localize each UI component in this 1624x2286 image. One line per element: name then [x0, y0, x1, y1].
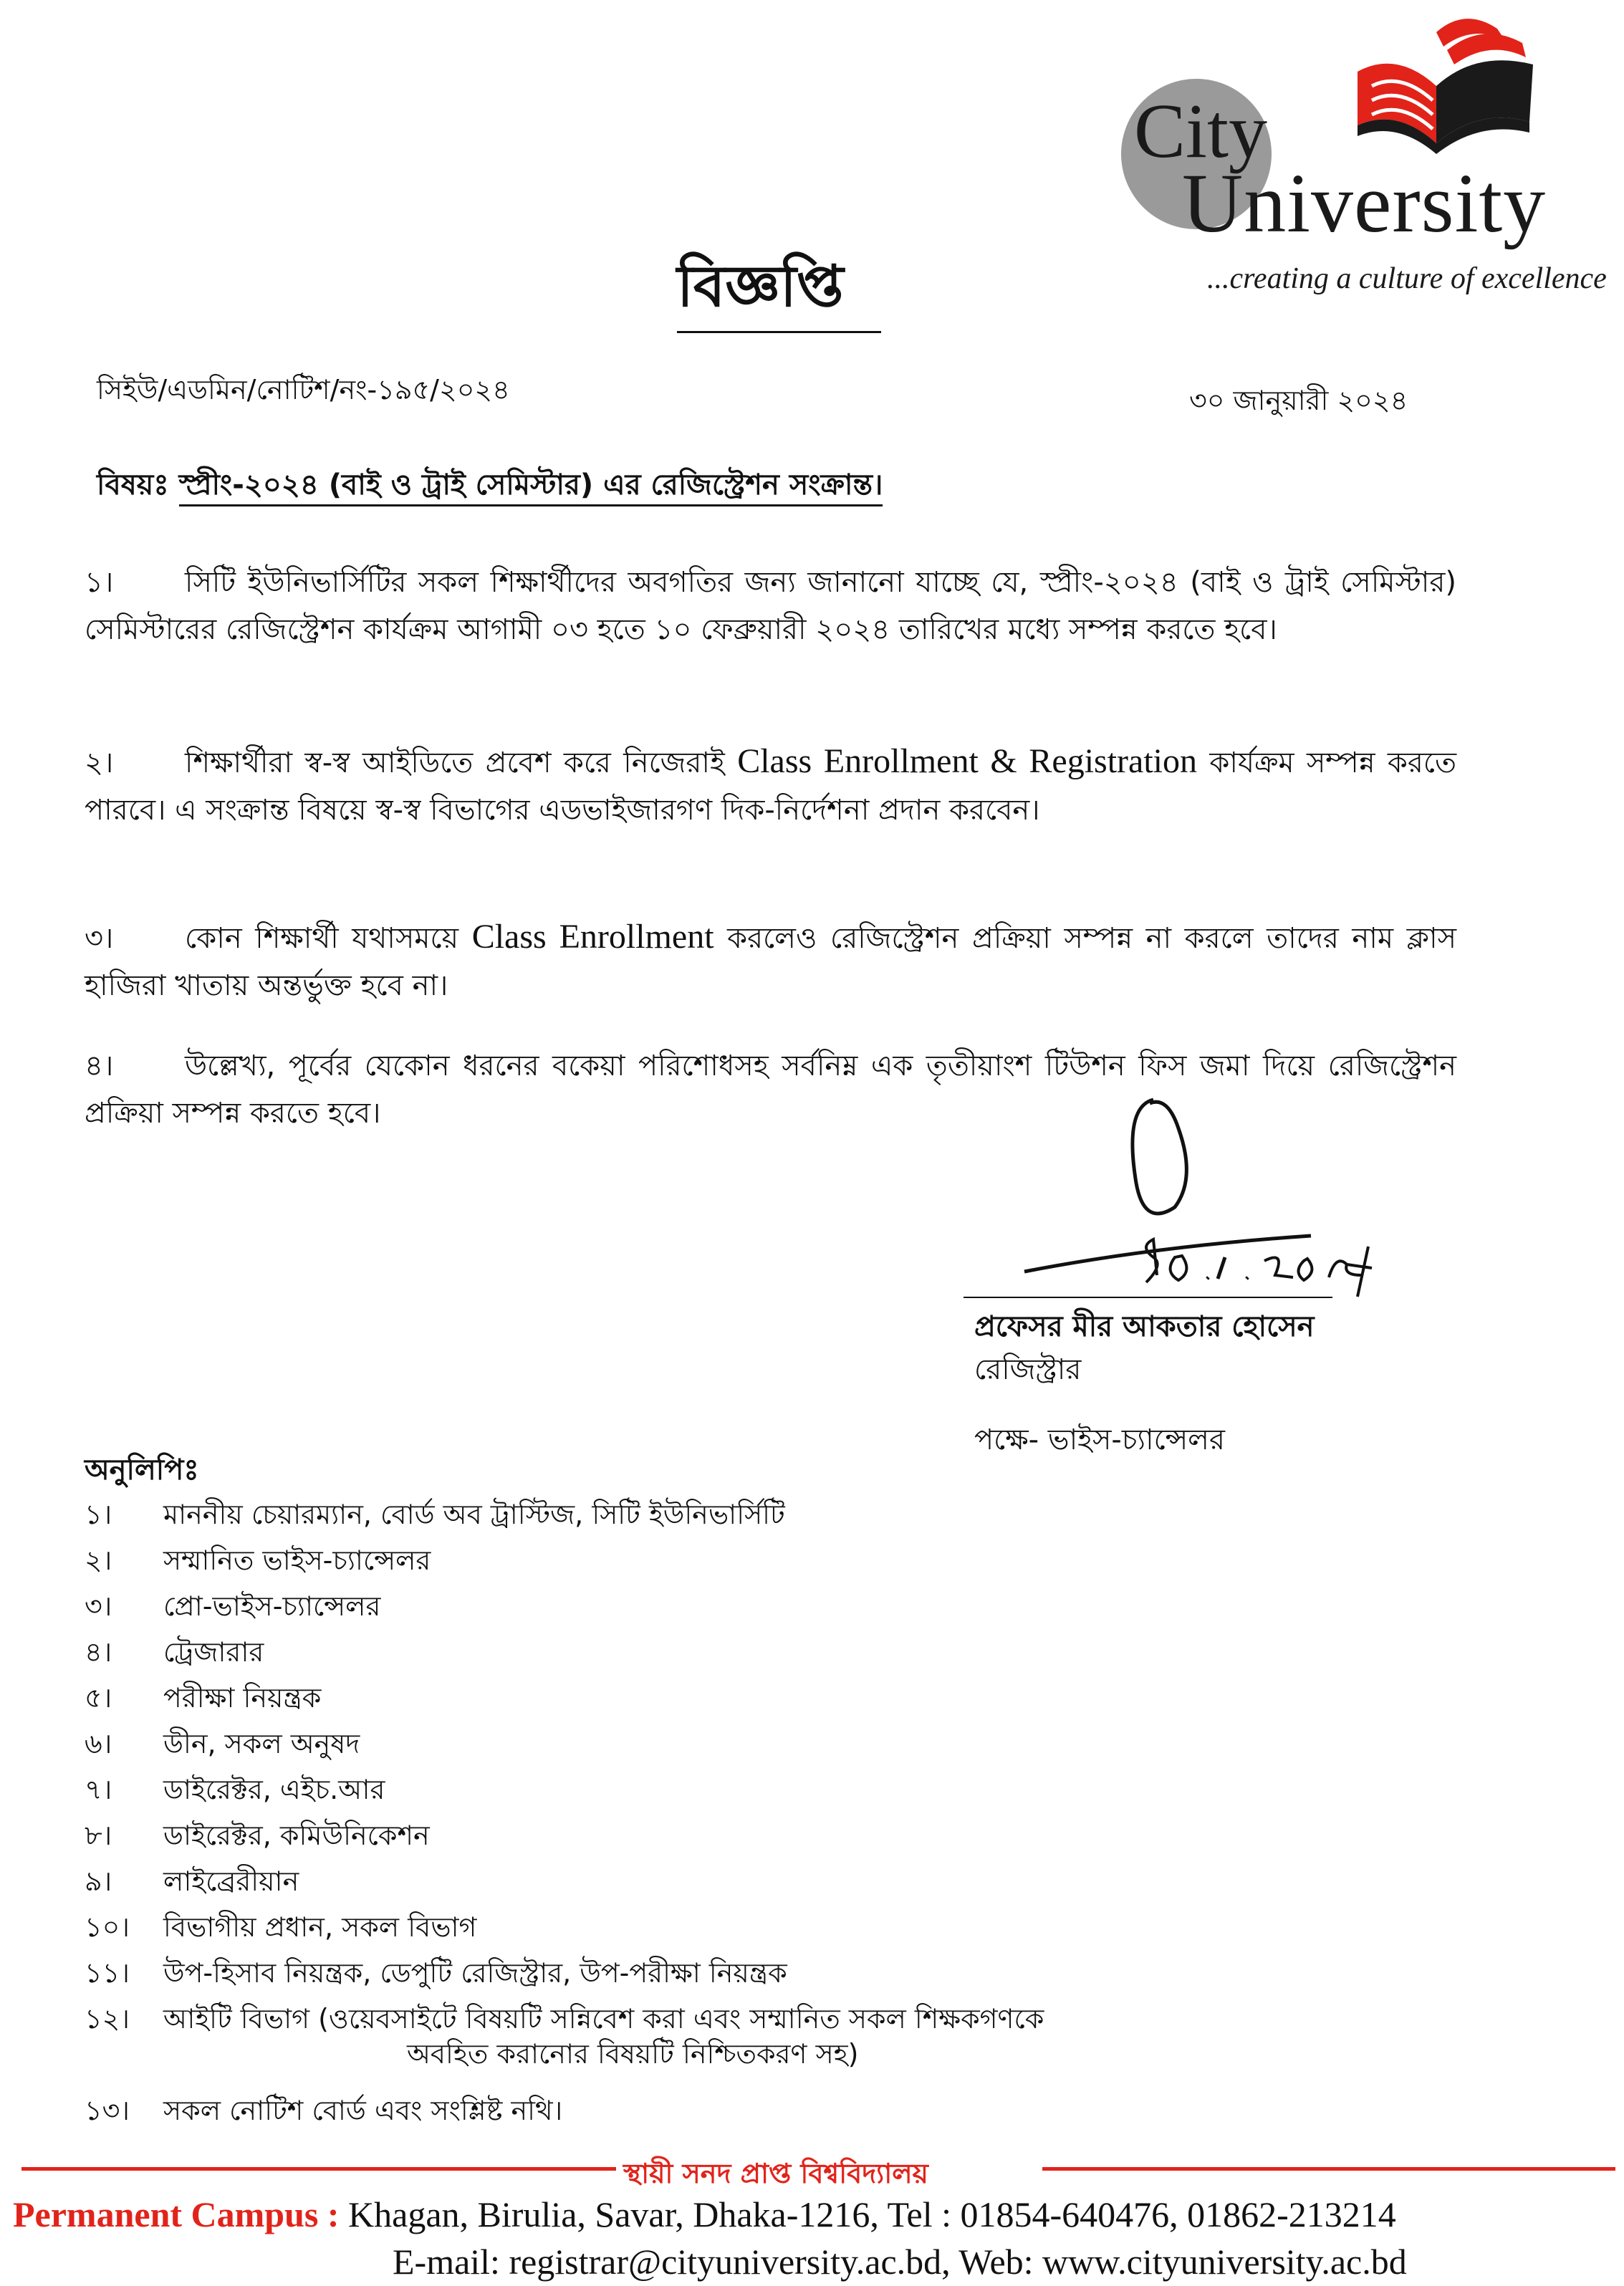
paragraph-text: শিক্ষার্থীরা স্ব-স্ব আইডিতে প্রবেশ করে নিজেরাই: [185, 746, 725, 779]
list-item-number: ১।: [85, 1499, 112, 1530]
campus-address: Khagan, Birulia, Savar, Dhaka-1216, Tel : 01854-640476, 01862-213214: [348, 2194, 1396, 2234]
list-item-number: ২।: [85, 1545, 112, 1576]
list-item-text: ডীন, সকল অনুষদ: [163, 1728, 360, 1759]
list-item-continuation: অবহিত করানোর বিষয়টি নিশ্চিতকরণ সহ): [407, 2038, 859, 2070]
footer-rule-right: [1042, 2167, 1615, 2171]
list-item: [85, 1497, 1044, 1543]
list-item: [85, 2002, 1044, 2093]
list-item-number: ১০।: [85, 1911, 130, 1943]
paragraph-text-english: Class Enrollment & Registration: [737, 742, 1198, 780]
list-item-text: [163, 2002, 1044, 2073]
list-item: [85, 2093, 1044, 2139]
cc-list: [85, 1497, 1044, 2139]
campus-label: Permanent Campus :: [13, 2194, 340, 2234]
reference-number: সিইউ/এডমিন/নোটিশ/নং-১৯৫/২০২৪: [97, 374, 510, 405]
contact-line: E-mail: registrar@cityuniversity.ac.bd, Web: www.cityuniversity.ac.bd: [393, 2242, 1407, 2282]
paragraph-number: ১।: [85, 566, 114, 599]
paragraph-number: ২।: [85, 746, 114, 779]
accreditation-text: স্থায়ী সনদ প্রাপ্ত বিশ্ববিদ্যালয়: [623, 2158, 928, 2189]
list-item: [85, 1681, 1044, 1726]
subject-text: স্প্রীং-২০২৪ (বাই ও ট্রাই সেমিস্টার) এর রেজিস্ট্রেশন সংক্রান্ত।: [179, 469, 883, 506]
list-item-number: ১১।: [85, 1957, 130, 1989]
notice-date: ৩০ জানুয়ারী ২০২৪: [1189, 385, 1408, 416]
list-item: [85, 1956, 1044, 2002]
list-item-text: ট্রেজারার: [163, 1636, 264, 1668]
list-item-number: ৫।: [85, 1682, 112, 1714]
list-item-number: ৪।: [85, 1636, 112, 1668]
cc-heading: অনুলিপিঃ: [85, 1454, 199, 1487]
list-item-number: ১২।: [85, 2003, 130, 2035]
list-item: [85, 1726, 1044, 1772]
list-item-number: ১৩।: [85, 2095, 130, 2126]
paragraph-text: কোন শিক্ষার্থী যথাসময়ে: [185, 922, 459, 955]
list-item-text: লাইব্রেরীয়ান: [163, 1865, 299, 1897]
subject-line: [97, 462, 883, 510]
paragraph-text-english: Class Enrollment: [471, 918, 714, 956]
university-logo: [1114, 7, 1615, 322]
list-item-number: ৬।: [85, 1728, 112, 1759]
signer-title: রেজিস্ট্রার: [974, 1353, 1082, 1386]
paragraph-number: ৪।: [85, 1050, 114, 1082]
on-behalf-of: পক্ষে- ভাইস-চ্যান্সেলর: [974, 1423, 1225, 1456]
list-item-text: বিভাগীয় প্রধান, সকল বিভাগ: [163, 1911, 477, 1943]
list-item-line: আইটি বিভাগ (ওয়েবসাইটে বিষয়টি সন্নিবেশ করা এবং সম্মানিত সকল শিক্ষকগণকে: [163, 2003, 1044, 2035]
list-item: [85, 1543, 1044, 1589]
list-item-number: ৯।: [85, 1865, 112, 1897]
notice-title: বিজ্ঞপ্তি: [677, 253, 844, 320]
logo-text-city: City: [1134, 89, 1268, 174]
list-item-text: উপ-হিসাব নিয়ন্ত্রক, ডেপুটি রেজিস্ট্রার, উপ-পরীক্ষা নিয়ন্ত্রক: [163, 1957, 787, 1989]
paragraph-text: সিটি ইউনিভার্সিটির সকল শিক্ষার্থীদের অবগতির জন্য জানানো যাচ্ছে যে, স্প্রীং-২০২৪ (বাই ও ট্রাই সেমিস্টার) সেমিস্টারের রেজিস্ট্রেশন কার্যক্রম আগামী ০৩ হতে ১০ ফেব্রুয়ারী ২০২৪ তারিখের মধ্যে সম্পন্ন করতে হবে।: [85, 566, 1456, 646]
paragraph-2: [85, 738, 1456, 834]
list-item-text: ডাইরেক্টর, কমিউনিকেশন: [163, 1820, 430, 1851]
list-item-number: ৭।: [85, 1774, 112, 1805]
list-item: [85, 1864, 1044, 1910]
paragraph-3: [85, 913, 1456, 1009]
list-item: [85, 1910, 1044, 1956]
list-item-text: সকল নোটিশ বোর্ড এবং সংশ্লিষ্ট নথি।: [163, 2095, 563, 2126]
list-item-number: ৩।: [85, 1590, 112, 1622]
paragraph-number: ৩।: [85, 922, 114, 955]
list-item: [85, 1589, 1044, 1635]
signer-name: প্রফেসর মীর আকতার হোসেন: [974, 1310, 1315, 1343]
subject-label: বিষয়ঃ: [97, 469, 169, 501]
list-item: [85, 1772, 1044, 1818]
campus-address-line: [13, 2194, 1396, 2235]
footer-rule-left: [21, 2167, 616, 2171]
title-underline: [677, 331, 881, 333]
list-item-text: সম্মানিত ভাইস-চ্যান্সেলর: [163, 1545, 431, 1576]
list-item-text: ডাইরেক্টর, এইচ.আর: [163, 1774, 385, 1805]
list-item: [85, 1635, 1044, 1681]
list-item: [85, 1818, 1044, 1864]
list-item-text: প্রো-ভাইস-চ্যান্সেলর: [163, 1590, 381, 1622]
paragraph-1: [85, 559, 1456, 653]
list-item-number: ৮।: [85, 1820, 112, 1851]
list-item-text: পরীক্ষা নিয়ন্ত্রক: [163, 1682, 322, 1714]
paragraph-text: করলেও রেজিস্ট্রেশন প্রক্রিয়া সম্পন্ন না করলে তাদের নাম ক্লাস হাজিরা খাতায় অন্তর্ভুক্ত হবে না।: [85, 922, 1456, 1002]
logo-text-university: University: [1182, 156, 1547, 250]
signature-line: [964, 1297, 1332, 1298]
handwritten-signature: [1010, 1092, 1411, 1300]
logo-tagline: ...creating a culture of excellence: [1207, 262, 1607, 295]
paragraph-text: কার্যক্রম সম্পন্ন করতে পারবে। এ সংক্রান্ত বিষয়ে স্ব-স্ব বিভাগের এডভাইজারগণ দিক-নির্দেশনা প্রদান করবেন।: [85, 746, 1457, 827]
paragraph-text: উল্লেখ্য, পূর্বের যেকোন ধরনের বকেয়া পরিশোধসহ সর্বনিম্ন এক তৃতীয়াংশ টিউশন ফিস জমা দিয়ে রেজিস্ট্রেশন প্রক্রিয়া সম্পন্ন করতে হবে।: [85, 1050, 1456, 1130]
open-book-icon: [1329, 7, 1544, 172]
list-item-text: মাননীয় চেয়ারম্যান, বোর্ড অব ট্রাস্টিজ, সিটি ইউনিভার্সিটি: [163, 1499, 785, 1530]
